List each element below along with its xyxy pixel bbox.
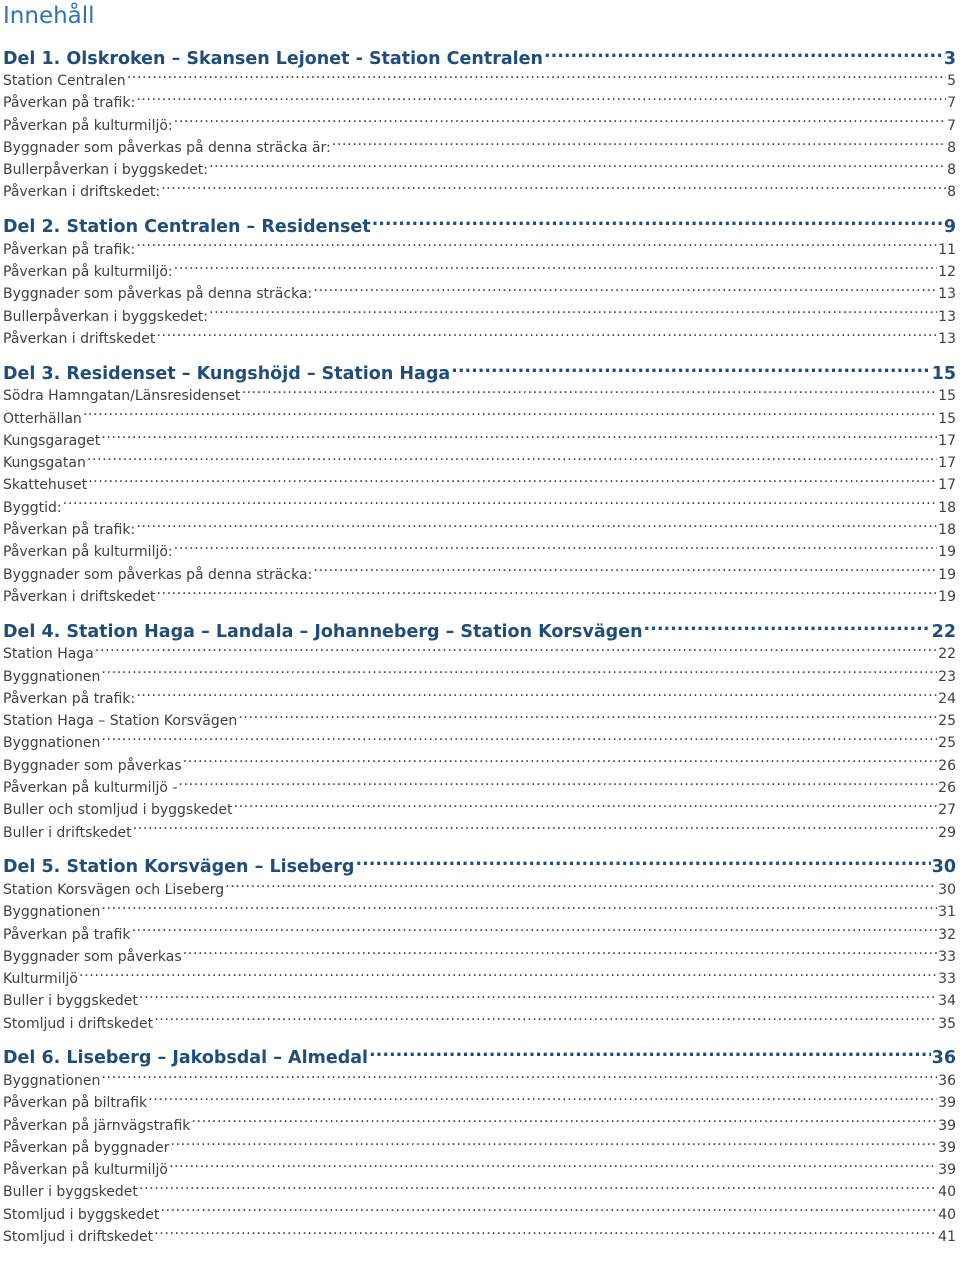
toc-subentry-label: Byggnader som påverkas: [3, 757, 182, 774]
toc-subentry[interactable]: [3, 115, 956, 137]
toc-dot-leader: [225, 879, 937, 894]
toc-dot-leader: [127, 71, 946, 86]
toc-subentry-label: Byggnationen: [3, 735, 101, 752]
toc-dot-leader: [544, 46, 943, 64]
toc-dot-leader: [183, 755, 938, 770]
toc-dot-leader: [644, 619, 931, 637]
table-of-contents: [3, 46, 956, 1248]
toc-subentry-label: Station Haga – Station Korsvägen: [3, 713, 238, 730]
toc-dot-leader: [156, 586, 937, 601]
toc-subentry[interactable]: [3, 822, 956, 844]
toc-subentry-page-number: 12: [938, 264, 956, 281]
toc-dot-leader: [241, 386, 937, 401]
toc-subentry[interactable]: [3, 261, 956, 283]
toc-section-page-number: 30: [931, 857, 956, 878]
toc-subentry-label: Buller i driftskedet: [3, 824, 132, 841]
toc-subentry-page-number: 25: [938, 713, 956, 730]
toc-subentry-label: Stomljud i byggskedet: [3, 1206, 160, 1223]
toc-subentry[interactable]: [3, 710, 956, 732]
toc-subentry-page-number: 39: [938, 1139, 956, 1156]
toc-subentry-page-number: 31: [938, 904, 956, 921]
toc-subentry-label: Station Centralen: [3, 73, 126, 89]
toc-dot-leader: [191, 1115, 937, 1130]
toc-subentry-label: Buller i byggskedet: [3, 1184, 138, 1201]
toc-dot-leader: [183, 946, 938, 961]
toc-section-title: Del 3. Residenset – Kungshöjd – Station Haga: [3, 363, 451, 384]
toc-section-title: Del 5. Station Korsvägen – Liseberg: [3, 857, 355, 878]
toc-dot-leader: [332, 137, 946, 152]
toc-dot-leader: [79, 969, 937, 984]
toc-dot-leader: [355, 855, 930, 873]
toc-dot-leader: [136, 93, 946, 108]
toc-subentry-label: Påverkan på byggnader: [3, 1139, 170, 1156]
toc-dot-leader: [95, 644, 937, 659]
toc-subentry[interactable]: [3, 1159, 956, 1181]
toc-dot-leader: [133, 822, 938, 837]
toc-subentry-label: Byggnader som påverkas: [3, 948, 182, 965]
toc-dot-leader: [238, 711, 937, 726]
toc-page: [3, 0, 956, 1248]
toc-subentry-page-number: 24: [938, 690, 956, 707]
toc-subentry-page-number: 39: [938, 1117, 956, 1134]
toc-dot-leader: [154, 1227, 937, 1242]
toc-subentry-page-number: 5: [947, 73, 956, 89]
toc-section-page-number: 3: [943, 48, 956, 69]
toc-subentry[interactable]: [3, 1092, 956, 1114]
toc-subentry[interactable]: [3, 901, 956, 923]
toc-subentry[interactable]: [3, 1115, 956, 1137]
toc-subentry-page-number: 39: [938, 1095, 956, 1112]
toc-subentry[interactable]: [3, 1181, 956, 1203]
toc-subentry[interactable]: [3, 755, 956, 777]
toc-subentry-label: Byggnader som påverkas på denna sträcka är:: [3, 139, 331, 156]
toc-subentry[interactable]: [3, 946, 956, 968]
toc-subentry[interactable]: [3, 408, 956, 430]
toc-subentry[interactable]: [3, 1070, 956, 1092]
toc-dot-leader: [136, 520, 937, 535]
toc-subentry-label: Buller i byggskedet: [3, 993, 138, 1010]
toc-subentry[interactable]: [3, 879, 956, 901]
toc-heading: Innehåll: [3, 3, 95, 29]
toc-dot-leader: [233, 800, 937, 815]
toc-dot-leader: [209, 306, 937, 321]
toc-subentry-label: Otterhällan: [3, 410, 82, 427]
toc-dot-leader: [63, 497, 938, 512]
toc-section-entry[interactable]: [3, 361, 956, 385]
toc-subentry-label: Påverkan på trafik:: [3, 241, 136, 258]
toc-section-page-number: 22: [931, 621, 956, 642]
toc-subentry-page-number: 26: [938, 780, 956, 797]
toc-subentry-page-number: 34: [938, 993, 956, 1010]
toc-dot-leader: [136, 688, 937, 703]
toc-section-page-number: 36: [931, 1048, 956, 1069]
toc-subentry[interactable]: [3, 92, 956, 114]
toc-dot-leader: [178, 778, 937, 793]
toc-section-title: Del 1. Olskroken – Skansen Lejonet - Station Centralen: [3, 48, 543, 69]
toc-section-title: Del 2. Station Centralen – Residenset: [3, 217, 371, 238]
toc-subentry[interactable]: [3, 474, 956, 496]
toc-dot-leader: [139, 1182, 937, 1197]
toc-subentry-page-number: 8: [947, 139, 956, 156]
toc-subentry[interactable]: [3, 497, 956, 519]
toc-subentry[interactable]: [3, 968, 956, 990]
toc-subentry-label: Stomljud i driftskedet: [3, 1015, 154, 1032]
toc-subentry-label: Byggnader som påverkas på denna sträcka:: [3, 566, 313, 583]
toc-subentry-page-number: 33: [938, 971, 956, 988]
toc-subentry-page-number: 18: [938, 522, 956, 539]
toc-subentry-label: Påverkan på kulturmiljö:: [3, 264, 173, 281]
toc-dot-leader: [369, 1046, 931, 1064]
toc-dot-leader: [131, 924, 937, 939]
toc-subentry[interactable]: [3, 137, 956, 159]
toc-subentry[interactable]: [3, 452, 956, 474]
toc-subentry-page-number: 19: [938, 544, 956, 561]
toc-subentry-page-number: 26: [938, 757, 956, 774]
toc-subentry-page-number: 15: [938, 388, 956, 405]
toc-subentry-page-number: 13: [938, 286, 956, 303]
toc-subentry-page-number: 23: [938, 668, 956, 685]
toc-subentry-label: Bullerpåverkan i byggskedet:: [3, 162, 209, 179]
toc-section-page-number: 15: [931, 363, 956, 384]
toc-subentry-label: Buller och stomljud i byggskedet: [3, 802, 233, 819]
toc-subentry[interactable]: [3, 181, 956, 203]
toc-subentry-label: Påverkan på trafik:: [3, 95, 136, 112]
toc-subentry-label: Påverkan i driftskedet: [3, 588, 156, 605]
toc-subentry-page-number: 8: [947, 162, 956, 179]
toc-subentry-label: Bullerpåverkan i byggskedet:: [3, 308, 209, 325]
toc-subentry[interactable]: [3, 688, 956, 710]
toc-dot-leader: [101, 733, 937, 748]
toc-dot-leader: [139, 991, 937, 1006]
toc-subentry[interactable]: [3, 328, 956, 350]
toc-subentry-label: Påverkan i driftskedet:: [3, 184, 161, 201]
toc-subentry[interactable]: [3, 385, 956, 407]
toc-subentry[interactable]: [3, 990, 956, 1012]
toc-subentry[interactable]: [3, 541, 956, 563]
toc-subentry-page-number: 8: [947, 184, 956, 201]
toc-section-entry[interactable]: [3, 619, 956, 643]
toc-subentry[interactable]: [3, 70, 956, 92]
toc-subentry-page-number: 41: [938, 1229, 956, 1246]
toc-subentry-label: Stomljud i driftskedet: [3, 1229, 154, 1246]
toc-subentry-page-number: 40: [938, 1184, 956, 1201]
toc-subentry-label: Påverkan på kulturmiljö: [3, 1162, 168, 1179]
toc-subentry[interactable]: [3, 519, 956, 541]
toc-subentry-page-number: 13: [938, 330, 956, 347]
toc-subentry-label: Byggnationen: [3, 904, 101, 921]
toc-dot-leader: [83, 408, 937, 423]
toc-dot-leader: [136, 239, 937, 254]
toc-section-entry[interactable]: [3, 1046, 956, 1070]
toc-subentry[interactable]: [3, 586, 956, 608]
toc-subentry[interactable]: [3, 1013, 956, 1035]
toc-subentry-label: Påverkan i driftskedet: [3, 330, 156, 347]
toc-dot-leader: [154, 1013, 937, 1028]
toc-subentry-page-number: 17: [938, 432, 956, 449]
toc-subentry-label: Kungsgaraget: [3, 432, 101, 449]
toc-dot-leader: [372, 215, 943, 233]
toc-subentry-page-number: 7: [947, 95, 956, 112]
toc-subentry-label: Skattehuset: [3, 477, 88, 494]
toc-dot-leader: [101, 902, 937, 917]
toc-section-entry[interactable]: [3, 855, 956, 879]
toc-dot-leader: [101, 430, 937, 445]
toc-subentry[interactable]: [3, 799, 956, 821]
toc-subentry[interactable]: [3, 732, 956, 754]
toc-subentry-label: Påverkan på biltrafik: [3, 1095, 148, 1112]
toc-subentry-page-number: 25: [938, 735, 956, 752]
toc-dot-leader: [88, 475, 937, 490]
toc-subentry-page-number: 39: [938, 1162, 956, 1179]
toc-subentry[interactable]: [3, 239, 956, 261]
toc-dot-leader: [87, 453, 937, 468]
toc-subentry-label: Påverkan på trafik:: [3, 522, 136, 539]
toc-subentry-label: Påverkan på järnvägstrafik: [3, 1117, 191, 1134]
toc-subentry[interactable]: [3, 283, 956, 305]
toc-subentry-label: Station Korsvägen och Liseberg: [3, 881, 225, 898]
toc-subentry[interactable]: [3, 666, 956, 688]
toc-dot-leader: [148, 1093, 937, 1108]
toc-subentry-label: Påverkan på kulturmiljö:: [3, 544, 173, 561]
toc-subentry-label: Byggtid:: [3, 499, 62, 516]
toc-section-entry[interactable]: [3, 215, 956, 239]
toc-subentry-page-number: 36: [938, 1072, 956, 1089]
toc-subentry-page-number: 17: [938, 477, 956, 494]
toc-subentry-page-number: 30: [938, 881, 956, 898]
toc-subentry-label: Byggnationen: [3, 668, 101, 685]
toc-subentry-page-number: 19: [938, 588, 956, 605]
toc-subentry-page-number: 35: [938, 1015, 956, 1032]
toc-dot-leader: [451, 361, 930, 379]
toc-dot-leader: [170, 1137, 937, 1152]
toc-subentry[interactable]: [3, 430, 956, 452]
toc-dot-leader: [313, 284, 937, 299]
toc-subentry[interactable]: [3, 777, 956, 799]
toc-subentry-page-number: 11: [938, 241, 956, 258]
toc-subentry[interactable]: [3, 1226, 956, 1248]
toc-subentry-page-number: 19: [938, 566, 956, 583]
toc-dot-leader: [313, 564, 937, 579]
toc-subentry-page-number: 32: [938, 926, 956, 943]
toc-subentry-label: Påverkan på kulturmiljö:: [3, 117, 173, 134]
toc-section-page-number: 9: [943, 217, 956, 238]
toc-dot-leader: [156, 328, 937, 343]
toc-dot-leader: [101, 666, 937, 681]
toc-subentry[interactable]: [3, 1137, 956, 1159]
toc-section-title: Del 4. Station Haga – Landala – Johanneberg – Station Korsvägen: [3, 621, 643, 642]
toc-subentry-page-number: 18: [938, 499, 956, 516]
toc-dot-leader: [161, 182, 946, 197]
toc-subentry-label: Byggnader som påverkas på denna sträcka:: [3, 286, 313, 303]
toc-subentry-label: Påverkan på trafik: [3, 926, 131, 943]
toc-subentry-page-number: 13: [938, 308, 956, 325]
toc-subentry-page-number: 17: [938, 455, 956, 472]
toc-subentry[interactable]: [3, 306, 956, 328]
toc-dot-leader: [160, 1204, 937, 1219]
toc-subentry-page-number: 7: [947, 117, 956, 134]
toc-subentry-page-number: 29: [938, 824, 956, 841]
toc-subentry-label: Södra Hamngatan/Länsresidenset: [3, 388, 241, 405]
toc-subentry-page-number: 27: [938, 802, 956, 819]
toc-subentry-label: Kungsgatan: [3, 455, 86, 472]
toc-subentry-label: Påverkan på trafik:: [3, 690, 136, 707]
toc-subentry-page-number: 33: [938, 948, 956, 965]
toc-subentry-page-number: 22: [938, 646, 956, 663]
toc-dot-leader: [209, 160, 946, 175]
toc-subentry[interactable]: [3, 1204, 956, 1226]
toc-subentry[interactable]: [3, 159, 956, 181]
toc-section-entry[interactable]: [3, 46, 956, 70]
toc-dot-leader: [169, 1160, 937, 1175]
toc-subentry[interactable]: [3, 924, 956, 946]
toc-subentry-page-number: 40: [938, 1206, 956, 1223]
toc-subentry-label: Byggnationen: [3, 1072, 101, 1089]
toc-dot-leader: [174, 542, 938, 557]
toc-subentry[interactable]: [3, 643, 956, 665]
toc-subentry[interactable]: [3, 564, 956, 586]
toc-dot-leader: [174, 262, 938, 277]
toc-dot-leader: [174, 115, 946, 130]
toc-subentry-page-number: 15: [938, 410, 956, 427]
toc-dot-leader: [101, 1070, 937, 1085]
toc-section-title: Del 6. Liseberg – Jakobsdal – Almedal: [3, 1048, 369, 1069]
toc-subentry-label: Kulturmiljö: [3, 971, 78, 988]
toc-subentry-label: Station Haga: [3, 646, 94, 663]
toc-subentry-label: Påverkan på kulturmiljö -: [3, 780, 178, 797]
